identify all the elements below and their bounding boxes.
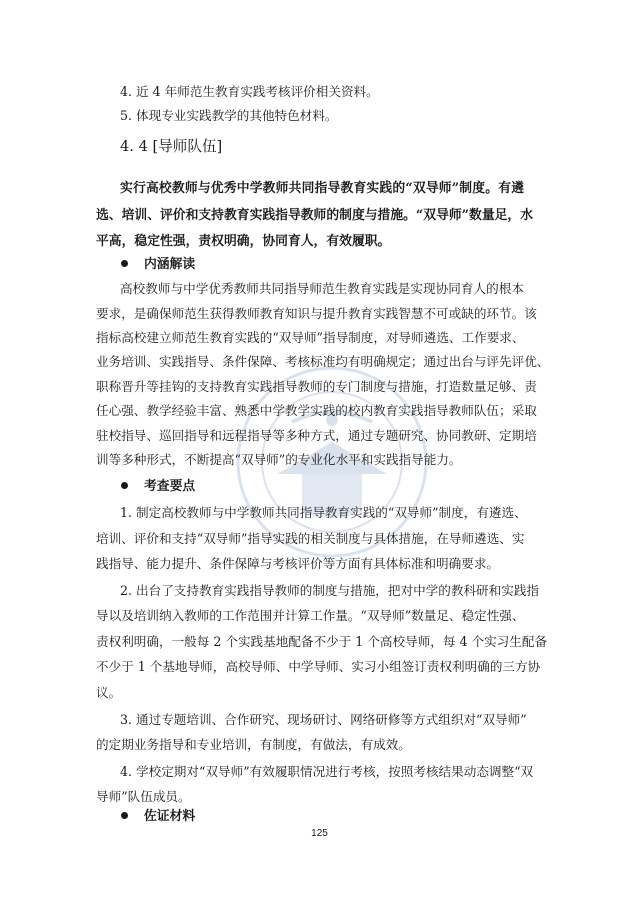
point-line: 4. 学校定期对“双导师”有效履职情况进行考核，按照考核结果动态调整“双 <box>120 764 534 779</box>
point-line: 导以及培训纳入教师的工作范围并计算工作量。“双导师”数量足、稳定性强、 <box>96 608 525 623</box>
section-heading: 4. 4 [导师队伍] <box>120 138 223 155</box>
point-line: 责权利明确，一般每 2 个实践基地配备不少于 1 个高校导师，每 4 个实习生配备 <box>96 634 548 649</box>
bullet-heading-interpretation: 内涵解读 <box>121 257 195 273</box>
point-line: 2. 出台了支持教育实践指导教师的制度与措施，把对中学的教科研和实践指 <box>120 583 540 598</box>
point-line: 议。 <box>96 685 122 700</box>
point-line: 培训、评价和支持“双导师”指导实践的相关制度与具体措施，在导师遴选、实 <box>96 531 525 546</box>
bullet-heading-checkpoints: 考查要点 <box>121 479 195 495</box>
point-line: 不少于 1 个基地导师，高校导师、中学导师、实习小组签订责权利明确的三方协 <box>96 659 541 674</box>
bullet-dot-icon <box>121 482 128 489</box>
interpretation-line: 业务培训、实践指导、条件保障、考核标准均有明确规定；通过出台与评先评优、 <box>96 354 550 369</box>
point-line: 践指导、能力提升、条件保障与考核评价等方面有具体标准和明确要求。 <box>96 556 499 571</box>
standard-line: 实行高校教师与优秀中学教师共同指导教育实践的“双导师”制度。有遴 <box>120 181 524 196</box>
interpretation-line: 训等多种形式，不断提高“双导师”的专业化水平和实践指导能力。 <box>96 452 462 467</box>
list-item: 5. 体现专业实践教学的其他特色材料。 <box>120 108 338 123</box>
interpretation-line: 指标高校建立师范生教育实践的“双导师”指导制度，对导师遴选、工作要求、 <box>96 330 525 345</box>
interpretation-line: 任心强、教学经验丰富、熟悉中学教学实践的校内教育实践指导教师队伍；采取 <box>96 403 537 418</box>
point-line: 的定期业务指导和专业培训，有制度，有做法，有成效。 <box>96 737 411 752</box>
point-line: 3. 通过专题培训、合作研究、现场研讨、网络研修等方式组织对“双导师” <box>120 712 527 727</box>
interpretation-line: 职称晋升等挂钩的支持教育实践指导教师的专门制度与措施，打造数量足够、责 <box>96 379 537 394</box>
bullet-heading-evidence: 佐证材料 <box>121 809 195 825</box>
standard-line: 选、培训、评价和支持教育实践指导教师的制度与措施。“双导师”数量足，水 <box>96 208 534 223</box>
interpretation-line: 要求，是确保师范生获得教师教育知识与提升教育实践智慧不可或缺的环节。该 <box>96 306 537 321</box>
point-line: 1. 制定高校教师与中学教师共同指导教育实践的“双导师”制度，有遴选、 <box>120 505 527 520</box>
bullet-dot-icon <box>121 260 128 267</box>
page-number: 125 <box>311 828 328 839</box>
interpretation-line: 高校教师与中学优秀教师共同指导师范生教育实践是实现协同育人的根本 <box>120 281 524 296</box>
standard-line: 平高，稳定性强，责权明确，协同育人，有效履职。 <box>96 234 391 249</box>
list-item: 4. 近 4 年师范生教育实践考核评价相关资料。 <box>120 84 379 99</box>
point-line: 导师”队伍成员。 <box>96 789 191 804</box>
interpretation-line: 驻校指导、巡回指导和远程指导等多种方式，通过专题研究、协同教研、定期培 <box>96 428 537 443</box>
bullet-dot-icon <box>121 812 128 819</box>
